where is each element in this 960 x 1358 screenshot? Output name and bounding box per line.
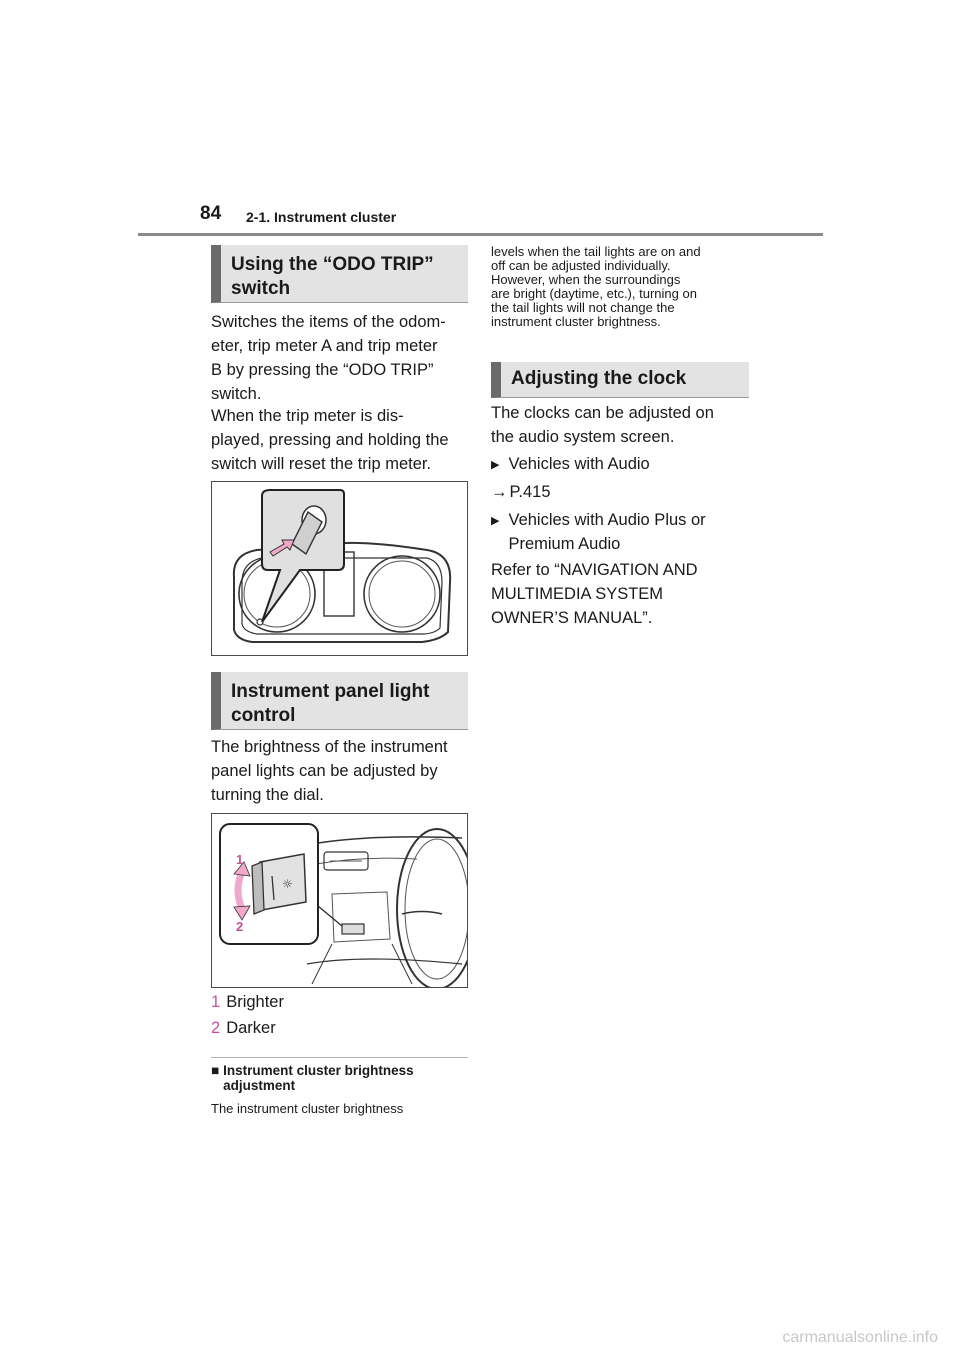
bullet-vehicles-audio-plus — [491, 508, 706, 556]
note-rule — [211, 1057, 468, 1058]
panel-light-paragraph — [211, 735, 448, 807]
bullet-text: Vehicles with Audio Plus or — [508, 511, 706, 529]
cluster-drawing — [212, 482, 467, 655]
text-line: eter, trip meter A and trip meter — [211, 337, 438, 355]
text-line: off can be adjusted individually. — [491, 258, 671, 273]
text-line: the audio system screen. — [491, 428, 675, 446]
brightness-note-text-start: The instrument cluster brightness — [211, 1101, 404, 1116]
text-line: MULTIMEDIA SYSTEM — [491, 585, 664, 603]
triangle-bullet-icon: ▶ — [491, 459, 500, 471]
legend-item-darker — [211, 1016, 276, 1040]
text-line: B by pressing the “ODO TRIP” — [211, 361, 434, 379]
clock-heading: Adjusting the clock — [491, 362, 749, 398]
panel-light-heading-line2: control — [231, 705, 296, 726]
page-reference-link[interactable]: P.415 — [509, 483, 551, 501]
text-line: switch will reset the trip meter. — [211, 455, 432, 473]
text-line: are bright (daytime, etc.), turning on — [491, 286, 697, 301]
bullet-text: Vehicles with Audio — [508, 455, 650, 473]
text-line: However, when the surroundings — [491, 272, 681, 287]
panel-light-heading — [211, 672, 468, 730]
text-line: Refer to “NAVIGATION AND — [491, 561, 698, 579]
text-line: the tail lights will not change the — [491, 300, 675, 315]
page-reference — [491, 480, 551, 504]
text-line: The brightness of the instrument — [211, 738, 448, 756]
dial-label-darker: 2 — [236, 919, 244, 934]
legend-number: 1 — [211, 993, 221, 1011]
text-line: Switches the items of the odom- — [211, 313, 446, 331]
panel-light-dial-illustration — [211, 813, 468, 988]
bullet-text: Premium Audio — [508, 535, 621, 553]
note-title-line: adjustment — [223, 1078, 296, 1093]
text-line: levels when the tail lights are on and — [491, 244, 701, 259]
text-line: The clocks can be adjusted on — [491, 404, 714, 422]
watermark: carmanualsonline.info — [782, 1329, 938, 1346]
header-rule — [138, 233, 823, 236]
refer-paragraph — [491, 558, 698, 630]
svg-text:☼: ☼ — [282, 877, 293, 891]
odo-trip-heading — [211, 245, 468, 303]
text-line: turning the dial. — [211, 786, 324, 804]
legend-text: Brighter — [226, 993, 284, 1011]
note-title-line: Instrument cluster brightness — [223, 1063, 414, 1078]
panel-light-heading-line1: Instrument panel light — [231, 681, 430, 702]
odo-trip-heading-line1: Using the “ODO TRIP” — [231, 254, 434, 275]
clock-paragraph — [491, 401, 714, 449]
square-bullet-icon: ■ — [211, 1063, 220, 1078]
legend-text: Darker — [226, 1019, 276, 1037]
text-line: OWNER’S MANUAL”. — [491, 609, 653, 627]
brightness-note-title — [211, 1063, 414, 1093]
page-number: 84 — [200, 203, 222, 224]
text-line: When the trip meter is dis- — [211, 407, 404, 425]
section-title: 2-1. Instrument cluster — [246, 209, 397, 225]
triangle-bullet-icon: ▶ — [491, 515, 500, 527]
text-line: played, pressing and holding the — [211, 431, 449, 449]
text-line: switch. — [211, 385, 262, 403]
odo-trip-switch-illustration — [211, 481, 468, 656]
text-line: panel lights can be adjusted by — [211, 762, 438, 780]
legend-item-brighter — [211, 990, 284, 1014]
brightness-note-text-continued — [491, 245, 701, 329]
legend-number: 2 — [211, 1019, 221, 1037]
dial-label-brighter: 1 — [236, 852, 244, 867]
odo-trip-paragraph-1 — [211, 310, 446, 406]
odo-trip-heading-line2: switch — [231, 278, 291, 299]
odo-trip-paragraph-2 — [211, 404, 449, 476]
bullet-vehicles-audio — [491, 452, 650, 477]
dashboard-drawing — [212, 814, 467, 987]
text-line: instrument cluster brightness. — [491, 314, 661, 329]
arrow-right-icon: → — [491, 483, 508, 501]
